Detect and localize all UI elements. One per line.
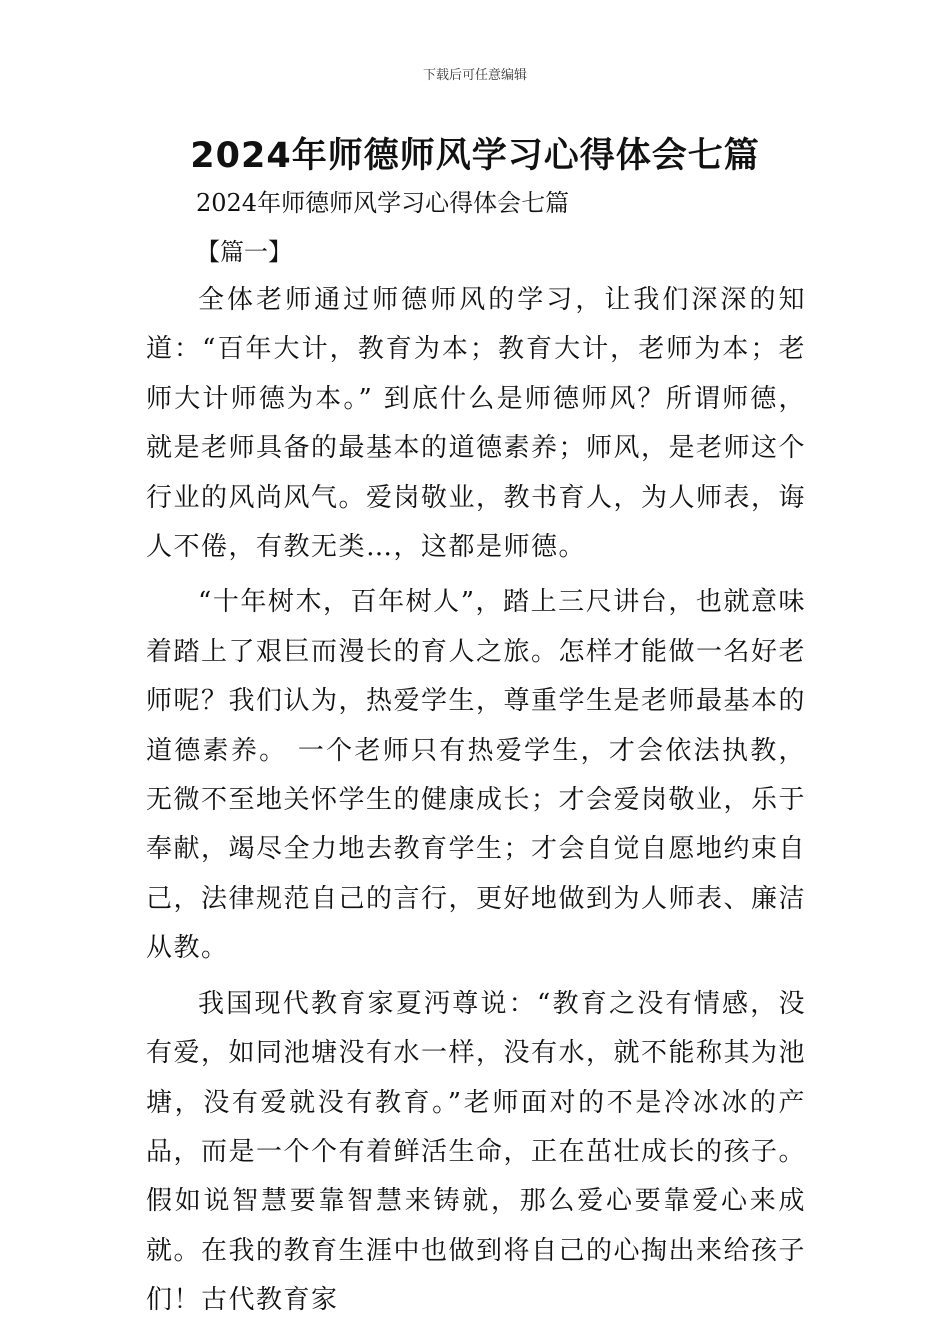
paragraph: 我国现代教育家夏沔尊说：“教育之没有情感，没有爱，如同池塘没有水一样，没有水，就不能称其为池塘，没有爱就没有教育。”老师面对的不是冷冰冰的产品，而是一个个有着鲜活生命，正在茁壮成长的孩子。假如说智慧要靠智慧来铸就，那么爱心要靠爱心来成就。在我的教育生涯中也做到将自己的心掏出来给孩子们！古代教育家 <box>146 988 807 1316</box>
body-text <box>146 276 806 1330</box>
page-title: 2024年师德师风学习心得体会七篇 <box>190 136 760 176</box>
header-note: 下载后可任意编辑 <box>422 68 527 83</box>
section-label: 【篇一】 <box>196 238 292 266</box>
paragraph: “十年树木，百年树人”，踏上三尺讲台，也就意味着踏上了艰巨而漫长的育人之旅。怎样才能做一名好老师呢？我们认为，热爱学生，尊重学生是老师最基本的道德素养。 一个老师只有热爱学生，才会依法执教，无微不至地关怀学生的健康成长；才会爱岗敬业，乐于奉献，竭尽全力地去教育学生；才会自觉自愿地约束自己，法律规范自己的言行，更好地做到为人师表、廉洁从教。 <box>146 587 807 964</box>
document-subtitle: 2024年师德师风学习心得体会七篇 <box>196 189 570 217</box>
paragraph: 全体老师通过师德师风的学习，让我们深深的知道：“百年大计，教育为本；教育大计，老师为本；老师大计师德为本。” 到底什么是师德师风？所谓师德，就是老师具备的最基本的道德素养；师风，是老师这个行业的风尚风气。爱岗敬业，教书育人，为人师表，诲人不倦，有教无类…，这都是师德。 <box>146 285 807 563</box>
